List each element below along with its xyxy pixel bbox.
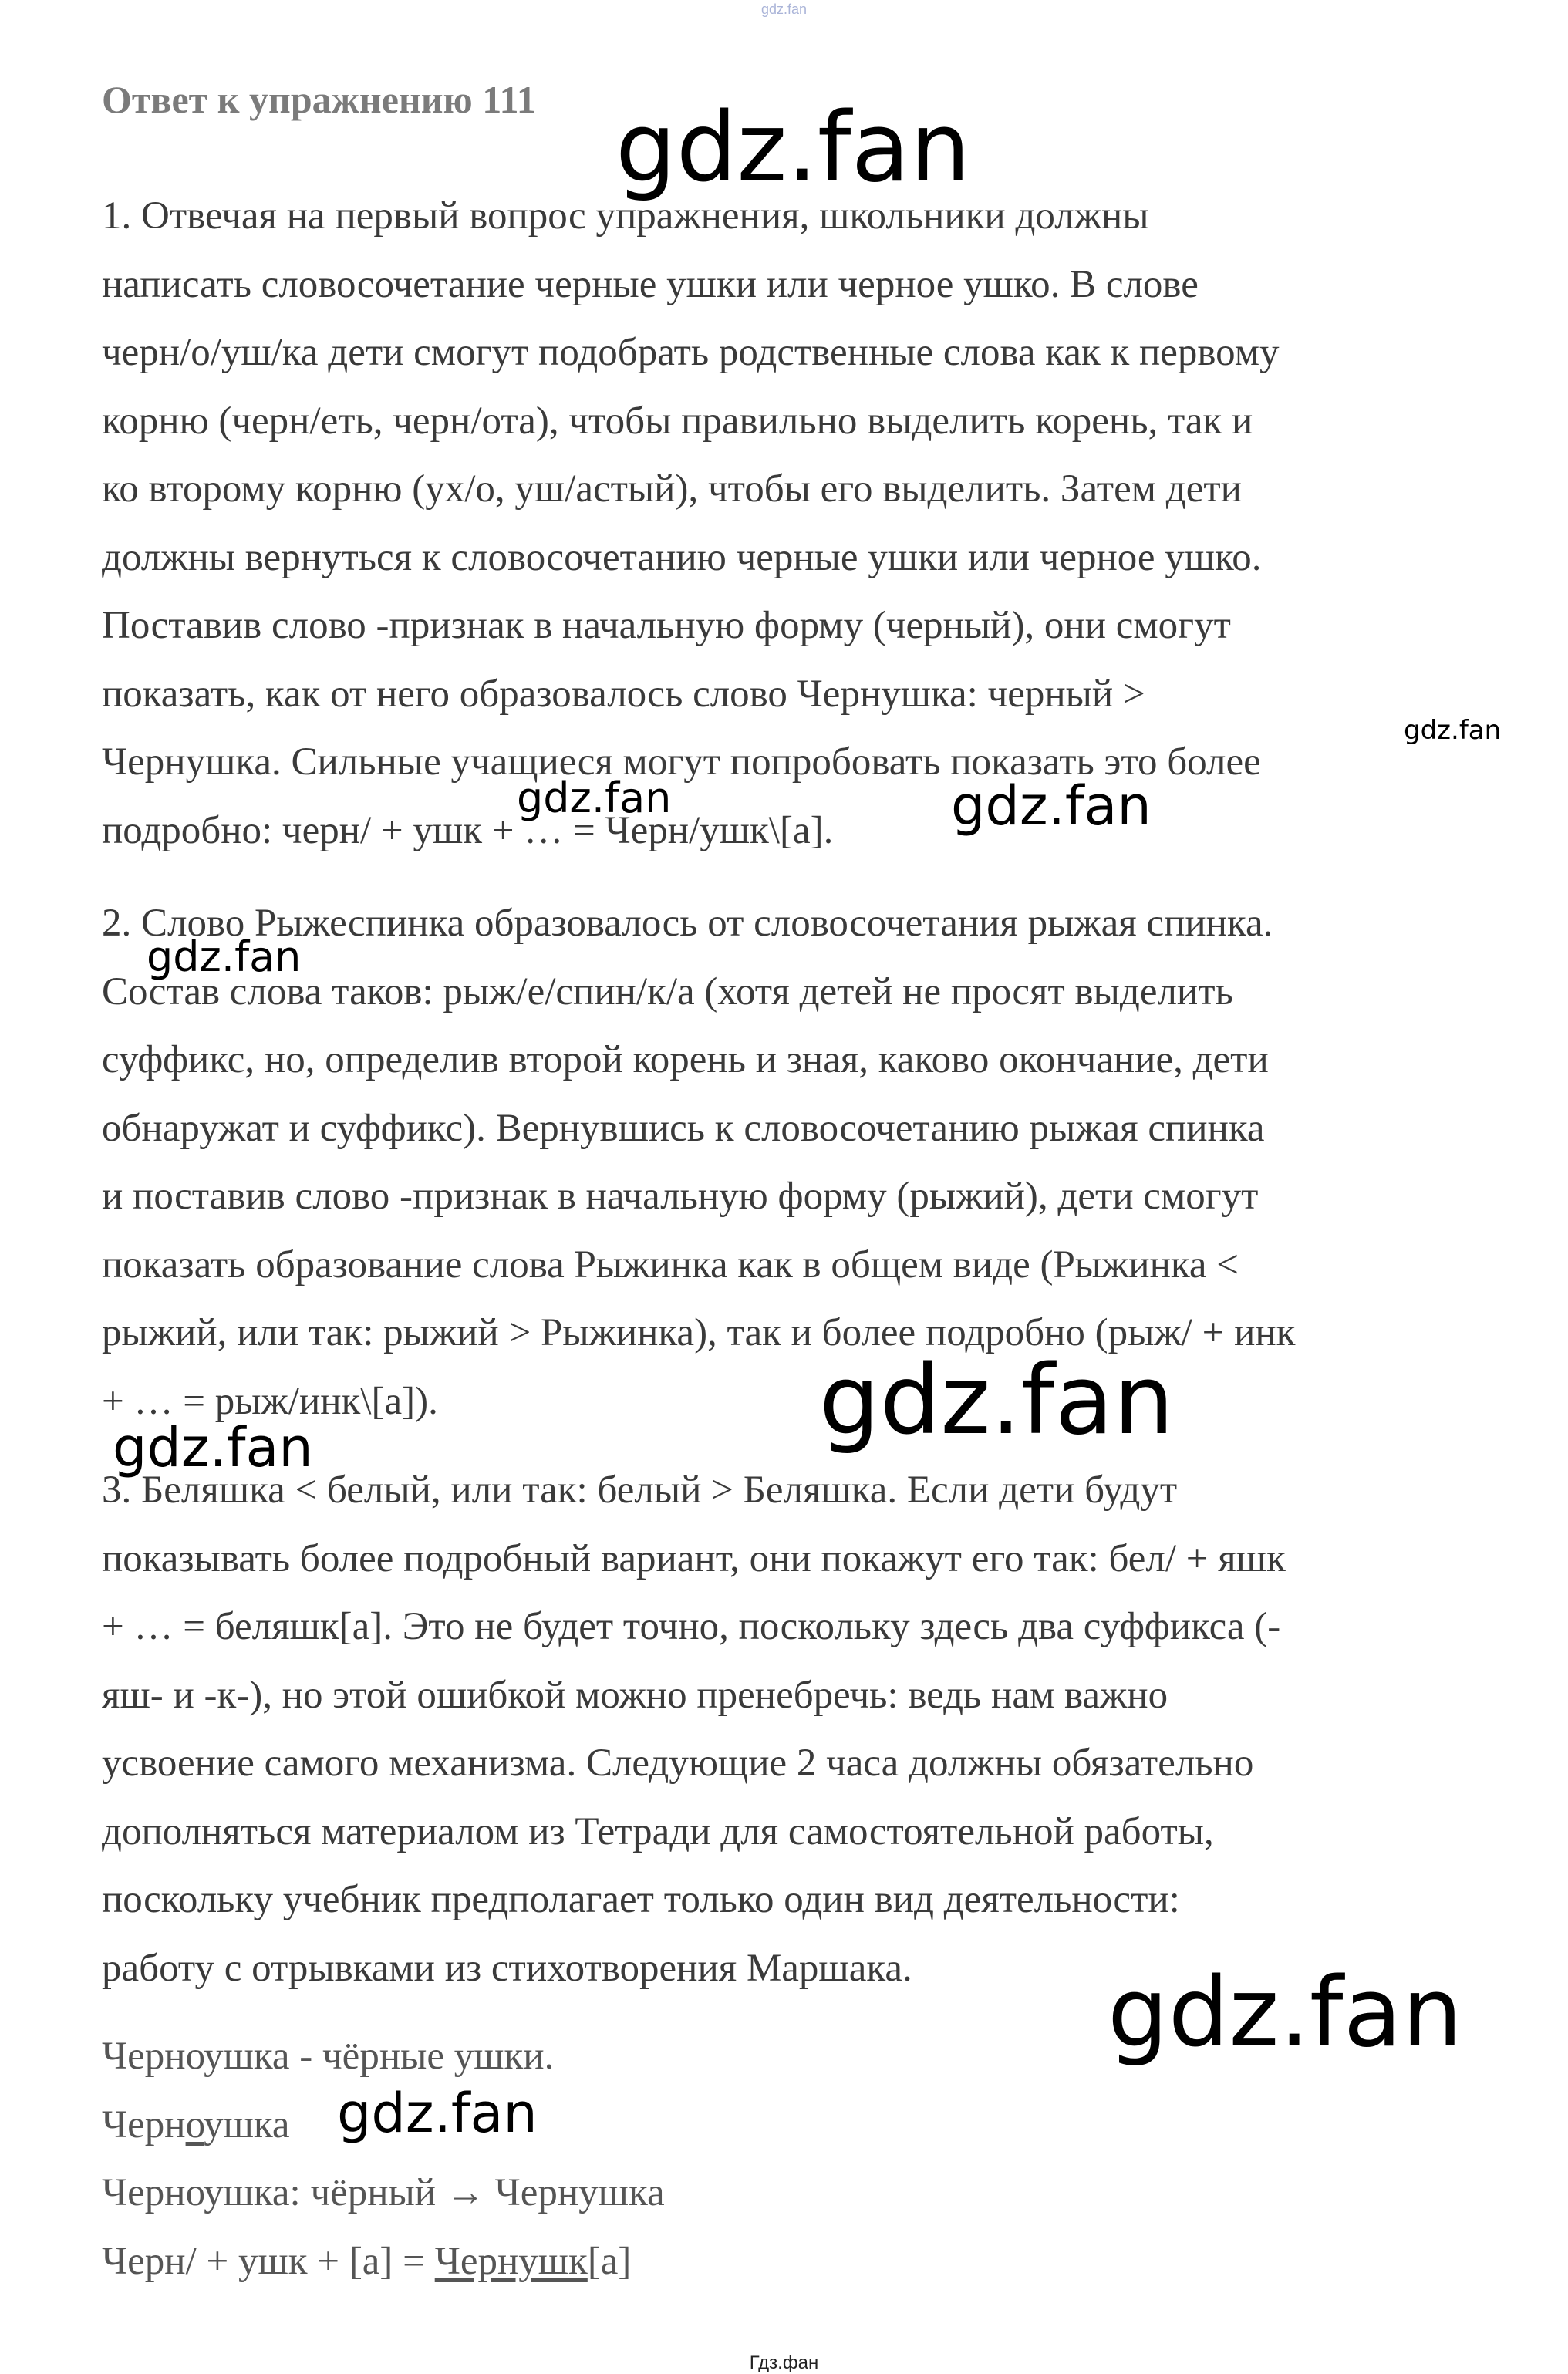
parsing-line: Черноушка: чёрный → Чернушка	[102, 2171, 665, 2214]
watermark: gdz.fan	[337, 2082, 538, 2145]
parsing-text: ушка	[204, 2103, 290, 2146]
paragraph-line: Состав слова таков: рыж/е/спин/к/а (хотя детей не просят выделить	[102, 969, 1233, 1013]
paragraph-line: суффикс, но, определив второй корень и зная, каково окончание, дети	[102, 1038, 1269, 1081]
paragraph-line: ко второму корню (ух/о, уш/астый), чтобы его выделить. Затем дети	[102, 467, 1242, 511]
paragraph-line: + … = рыж/инк\[а]).	[102, 1379, 438, 1423]
top-watermark: gdz.fan	[760, 2, 808, 17]
watermark: gdz.fan	[1404, 715, 1502, 746]
underlined-stem: Чернушк	[434, 2239, 588, 2283]
paragraph-line: 1. Отвечая на первый вопрос упражнения, школьники должны	[102, 194, 1149, 238]
paragraph-line: работу с отрывками из стихотворения Маршака.	[102, 1946, 912, 1990]
paragraph-line: показывать более подробный вариант, они покажут его так: бел/ + яшк	[102, 1536, 1286, 1580]
parsing-line	[102, 2227, 665, 2296]
watermark: gdz.fan	[1108, 1958, 1463, 2069]
parsing-line: Черноушка - чёрные ушки.	[102, 2035, 555, 2078]
answer-paragraph-2	[102, 889, 1490, 1435]
paragraph-line: 3. Беляшка < белый, или так: белый > Беляшка. Если дети будут	[102, 1469, 1178, 1512]
answer-paragraph-1	[102, 182, 1490, 865]
paragraph-line: 2. Слово Рыжеспинка образовалось от словосочетания рыжая спинка.	[102, 902, 1273, 945]
paragraph-line: должны вернуться к словосочетанию черные ушки или черное ушко.	[102, 535, 1262, 579]
paragraph-line: корню (черн/еть, черн/ота), чтобы правильно выделить корень, так и	[102, 399, 1253, 443]
paragraph-line: дополняться материалом из Тетради для самостоятельной работы,	[102, 1809, 1214, 1853]
word-parsing-block	[102, 2022, 665, 2295]
paragraph-line: обнаружат и суффикс). Вернувшись к словосочетанию рыжая спинка	[102, 1106, 1265, 1150]
watermark: gdz.fan	[517, 774, 672, 822]
watermark: gdz.fan	[615, 93, 971, 204]
parsing-text: Черн	[102, 2103, 186, 2146]
paragraph-line: Поставив слово -признак в начальную форму (черный), они смогут	[102, 604, 1231, 647]
watermark: gdz.fan	[819, 1345, 1175, 1456]
paragraph-line: и поставив слово -признак в начальную форму (рыжий), дети смогут	[102, 1175, 1259, 1218]
parsing-text: Черн/ + ушк + [а] =	[102, 2239, 435, 2283]
page-title: Ответ к упражнению 111	[102, 78, 536, 121]
paragraph-line: подробно: черн/ + ушк + … = Черн/ушк\[а].	[102, 808, 834, 852]
paragraph-line: Чернушка. Сильные учащиеся могут попробовать показать это более	[102, 740, 1261, 784]
parsing-text: [а]	[587, 2239, 632, 2283]
watermark: gdz.fan	[113, 1416, 313, 1479]
answer-paragraph-3	[102, 1456, 1490, 2002]
paragraph-line: показать, как от него образовалось слово Чернушка: черный >	[102, 672, 1145, 716]
paragraph-line: усвоение самого механизма. Следующие 2 часа должны обязательно	[102, 1742, 1254, 1785]
paragraph-line: черн/о/уш/ка дети смогут подобрать родственные слова как к первому	[102, 331, 1280, 374]
watermark: gdz.fan	[951, 774, 1152, 838]
watermark: gdz.fan	[147, 932, 302, 981]
footer-site-label: Гдз.фан	[749, 2352, 819, 2373]
underlined-letter: о	[185, 2103, 204, 2146]
paragraph-line: + … = беляшк[а]. Это не будет точно, поскольку здесь два суффикса (-	[102, 1605, 1281, 1648]
paragraph-line: яш- и -к-), но этой ошибкой можно пренебречь: ведь нам важно	[102, 1673, 1168, 1717]
paragraph-line: поскольку учебник предполагает только один вид деятельности:	[102, 1878, 1180, 1921]
paragraph-line: написать словосочетание черные ушки или черное ушко. В слове	[102, 262, 1199, 306]
paragraph-line: показать образование слова Рыжинка как в общем виде (Рыжинка <	[102, 1243, 1239, 1286]
paragraph-line: рыжий, или так: рыжий > Рыжинка), так и более подробно (рыж/ + инк	[102, 1311, 1296, 1354]
